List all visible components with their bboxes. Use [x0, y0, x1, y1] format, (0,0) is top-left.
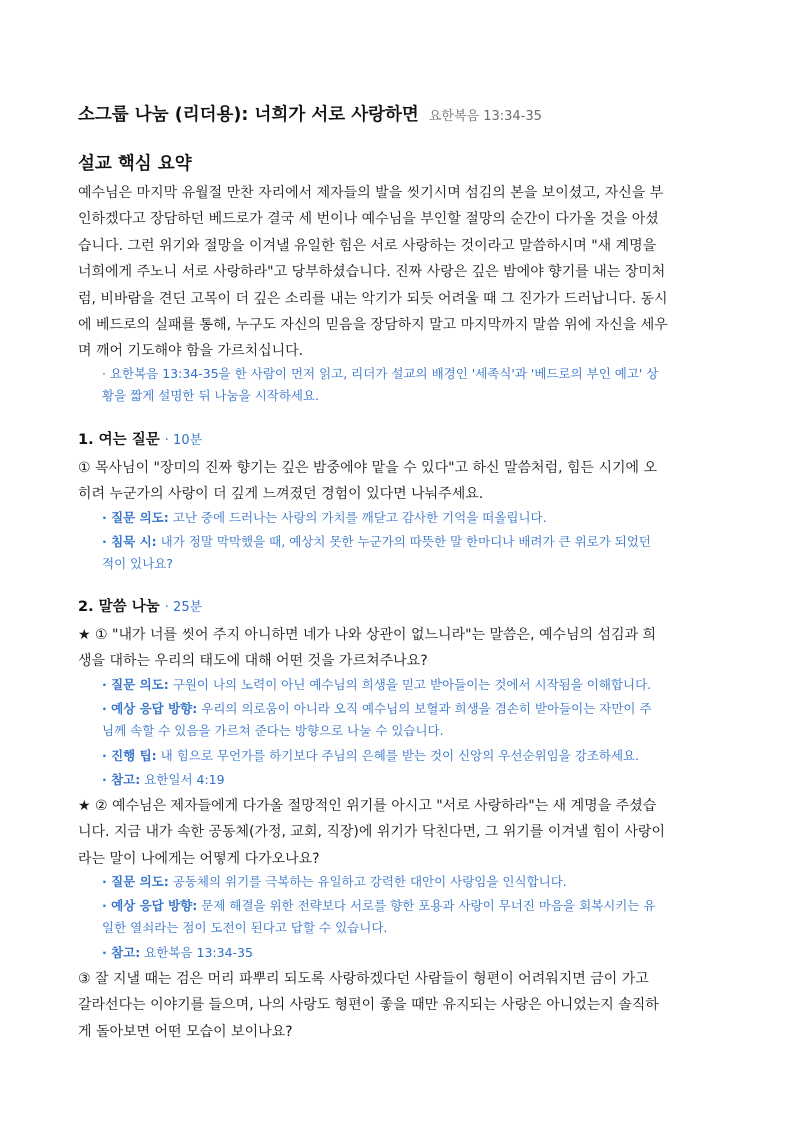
- question-line: ★ ② 예수님은 제자들에게 다가올 절망적인 위기를 아시고 "서로 사랑하라"는 새 계명을 주셨습: [78, 798, 657, 814]
- summary-line: 인하겠다고 장담하던 베드로가 결국 세 번이나 예수님을 부인할 절망의 순간이 다가올 것을 아셨: [78, 211, 659, 228]
- summary-paragraph: [78, 180, 718, 365]
- section-1-question-1: [78, 455, 718, 508]
- question-line: 라는 말이 나에게는 어떻게 다가오나요?: [78, 850, 320, 867]
- reference-label: · 참고:: [102, 772, 141, 787]
- expected-label: · 예상 응답 방향:: [102, 898, 198, 913]
- summary-heading: 설교 핵심 요약: [78, 154, 192, 174]
- q2-reference: [102, 942, 714, 964]
- summary-line: 예수님은 마지막 유월절 만찬 자리에서 제자들의 발을 씻기시며 섬김의 본을 보이셨고, 자신을 부: [78, 185, 664, 201]
- question-line: 갈라선다는 이야기를 들으며, 나의 사랑도 형편이 좋을 때만 유지되는 사랑은 아니었는지 솔직하: [78, 997, 659, 1014]
- section-2-title: 2. 말씀 나눔: [78, 599, 160, 615]
- scripture-reference: 요한복음 13:34-35: [428, 109, 542, 124]
- leader-note-line: 황을 짧게 설명한 뒤 나눔을 시작하세요.: [102, 388, 320, 404]
- summary-line: 너희에게 주노니 서로 사랑하라"고 당부하셨습니다. 진짜 사랑은 깊은 밤에야 향기를 내는 장미처: [78, 264, 666, 281]
- section-1-title: 1. 여는 질문: [78, 432, 160, 448]
- section-2-question-3: [78, 966, 718, 1045]
- reference-label: · 참고:: [102, 945, 141, 960]
- q2-intent: [102, 871, 714, 893]
- expected-text-cont: 님께 속할 수 있음을 가르쳐 준다는 방향으로 나눌 수 있습니다.: [102, 723, 444, 739]
- section-2-duration: · 25분: [164, 600, 203, 615]
- leader-note: [102, 363, 714, 408]
- intent-text: 공동체의 위기를 극복하는 유일하고 강력한 대안이 사랑임을 인식합니다.: [168, 874, 567, 889]
- expected-label: · 예상 응답 방향:: [102, 701, 198, 716]
- reference-text: 요한복음 13:34-35: [140, 945, 253, 960]
- section-1-intent: [102, 507, 714, 529]
- summary-line: 습니다. 그런 위기와 절망을 이겨낼 유일한 힘은 서로 사랑하는 것이라고 말씀하시며 "새 계명을: [78, 237, 657, 254]
- question-line: ③ 잘 지낼 때는 검은 머리 파뿌리 되도록 사랑하겠다던 사람들이 형편이 어려워지면 금이 가고: [78, 971, 649, 987]
- question-line: ① 목사님이 "장미의 진짜 향기는 깊은 밤중에야 맡을 수 있다"고 하신 말씀처럼, 힘든 시기에 오: [78, 460, 658, 476]
- tip-text: 내 힘으로 무언가를 하기보다 주님의 은혜를 받는 것이 신앙의 우선순위임을 강조하세요.: [156, 748, 640, 763]
- question-line: 히려 누군가의 사랑이 더 깊게 느껴졌던 경험이 있다면 나눠주세요.: [78, 486, 484, 503]
- silence-text: 내가 정말 막막했을 때, 예상치 못한 누군가의 따뜻한 말 한마디나 배려가 큰 위로가 되었던: [156, 534, 651, 549]
- section-1-duration: · 10분: [164, 433, 203, 448]
- q1-expected-answer: [102, 698, 714, 743]
- q1-facilitation-tip: [102, 745, 714, 767]
- section-1-heading: [78, 428, 202, 449]
- intent-text: 구원이 나의 노력이 아닌 예수님의 희생을 믿고 받아들이는 것에서 시작됨을 이해합니다.: [168, 677, 652, 692]
- intent-text: 고난 중에 드러나는 사랑의 가치를 깨닫고 감사한 기억을 떠올립니다.: [168, 510, 547, 525]
- question-line: 게 돌아보면 어떤 모습이 보이나요?: [78, 1023, 293, 1040]
- silence-label: · 침묵 시:: [102, 534, 157, 549]
- intent-label: · 질문 의도:: [102, 677, 169, 692]
- reference-text: 요한일서 4:19: [140, 772, 225, 787]
- summary-line: 며 깨어 기도해야 함을 가르치십니다.: [78, 343, 304, 360]
- expected-text-cont: 일한 열쇠라는 점이 도전이 된다고 답할 수 있습니다.: [102, 920, 388, 936]
- summary-line: 럼, 비바람을 견딘 고목이 더 깊은 소리를 내는 악기가 되듯 어려울 때 그 진가가 드러납니다. 동시: [78, 290, 668, 307]
- section-2-question-2: [78, 793, 718, 872]
- question-line: 생을 대하는 우리의 태도에 대해 어떤 것을 가르쳐주나요?: [78, 653, 428, 670]
- intent-label: · 질문 의도:: [102, 874, 169, 889]
- question-line: 니다. 지금 내가 속한 공동체(가정, 교회, 직장)에 위기가 닥친다면, 그 위기를 이겨낼 힘이 사랑이: [78, 824, 665, 841]
- section-2-question-1: [78, 622, 718, 675]
- intent-label: · 질문 의도:: [102, 510, 169, 525]
- q1-reference: [102, 769, 714, 791]
- tip-label: · 진행 팁:: [102, 748, 157, 763]
- title-row: [78, 101, 542, 126]
- question-line: ★ ① "내가 너를 씻어 주지 아니하면 네가 나와 상관이 없느니라"는 말씀은, 예수님의 섬김과 희: [78, 627, 657, 643]
- section-2-heading: [78, 595, 202, 616]
- expected-text: 문제 해결을 위한 전략보다 서로를 향한 포용과 사랑이 무너진 마음을 회복시키는 유: [197, 898, 656, 913]
- leader-note-line: · 요한복음 13:34-35을 한 사람이 먼저 읽고, 리더가 설교의 배경인 '세족식'과 '베드로의 부인 예고' 상: [102, 366, 659, 381]
- silence-text-cont: 적이 있나요?: [102, 556, 173, 572]
- summary-line: 에 베드로의 실패를 통해, 누구도 자신의 믿음을 장담하지 말고 마지막까지 말씀 위에 자신을 세우: [78, 317, 668, 334]
- q2-expected-answer: [102, 895, 714, 940]
- section-1-silence-tip: [102, 531, 714, 576]
- page-title: 소그룹 나눔 (리더용): 너희가 서로 사랑하면: [78, 105, 419, 125]
- q1-intent: [102, 674, 714, 696]
- expected-text: 우리의 의로움이 아니라 오직 예수님의 보혈과 희생을 겸손히 받아들이는 자만이 주: [197, 701, 652, 716]
